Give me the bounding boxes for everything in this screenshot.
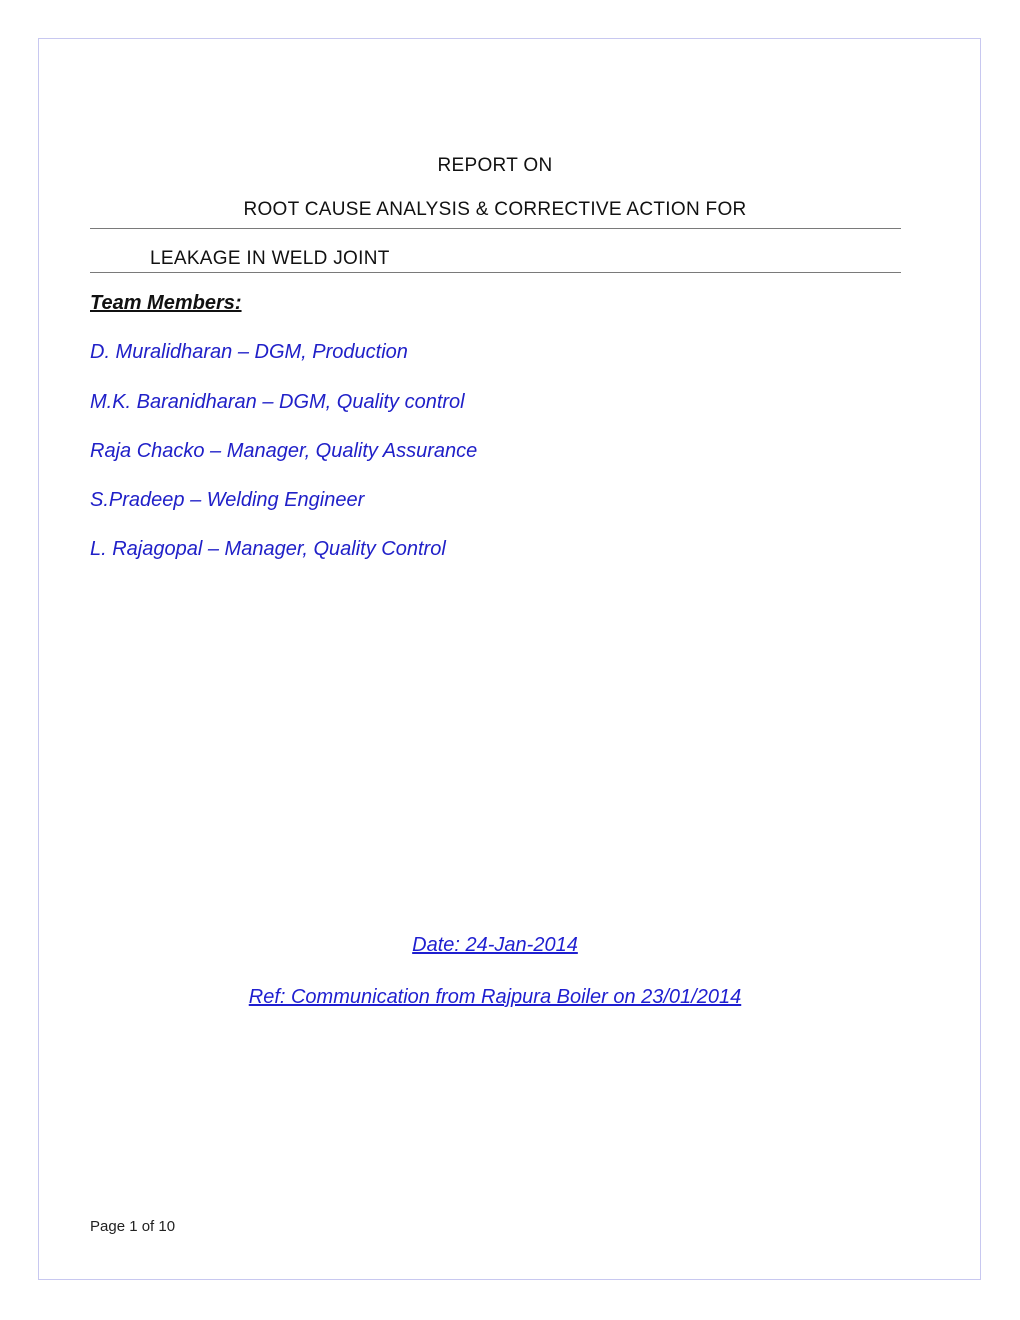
report-date-link[interactable]: Date: 24-Jan-2014 [412, 934, 578, 956]
page-border [38, 38, 981, 1280]
team-member: S.Pradeep – Welding Engineer [90, 489, 365, 511]
report-title-line-2: ROOT CAUSE ANALYSIS & CORRECTIVE ACTION FOR [243, 199, 747, 220]
title-rule-2 [90, 272, 901, 273]
team-member: D. Muralidharan – DGM, Production [90, 341, 408, 363]
report-title-line-1: REPORT ON [437, 155, 553, 176]
team-member: L. Rajagopal – Manager, Quality Control [90, 538, 446, 560]
team-members-heading: Team Members: [90, 292, 242, 314]
page-number: Page 1 of 10 [90, 1218, 176, 1235]
reference-link[interactable]: Ref: Communication from Rajpura Boiler on 23/01/2014 [248, 986, 742, 1008]
title-rule-1 [90, 228, 901, 229]
report-title-line-3: LEAKAGE IN WELD JOINT [150, 248, 390, 269]
team-member: M.K. Baranidharan – DGM, Quality control [90, 391, 465, 413]
team-member: Raja Chacko – Manager, Quality Assurance [90, 440, 478, 462]
